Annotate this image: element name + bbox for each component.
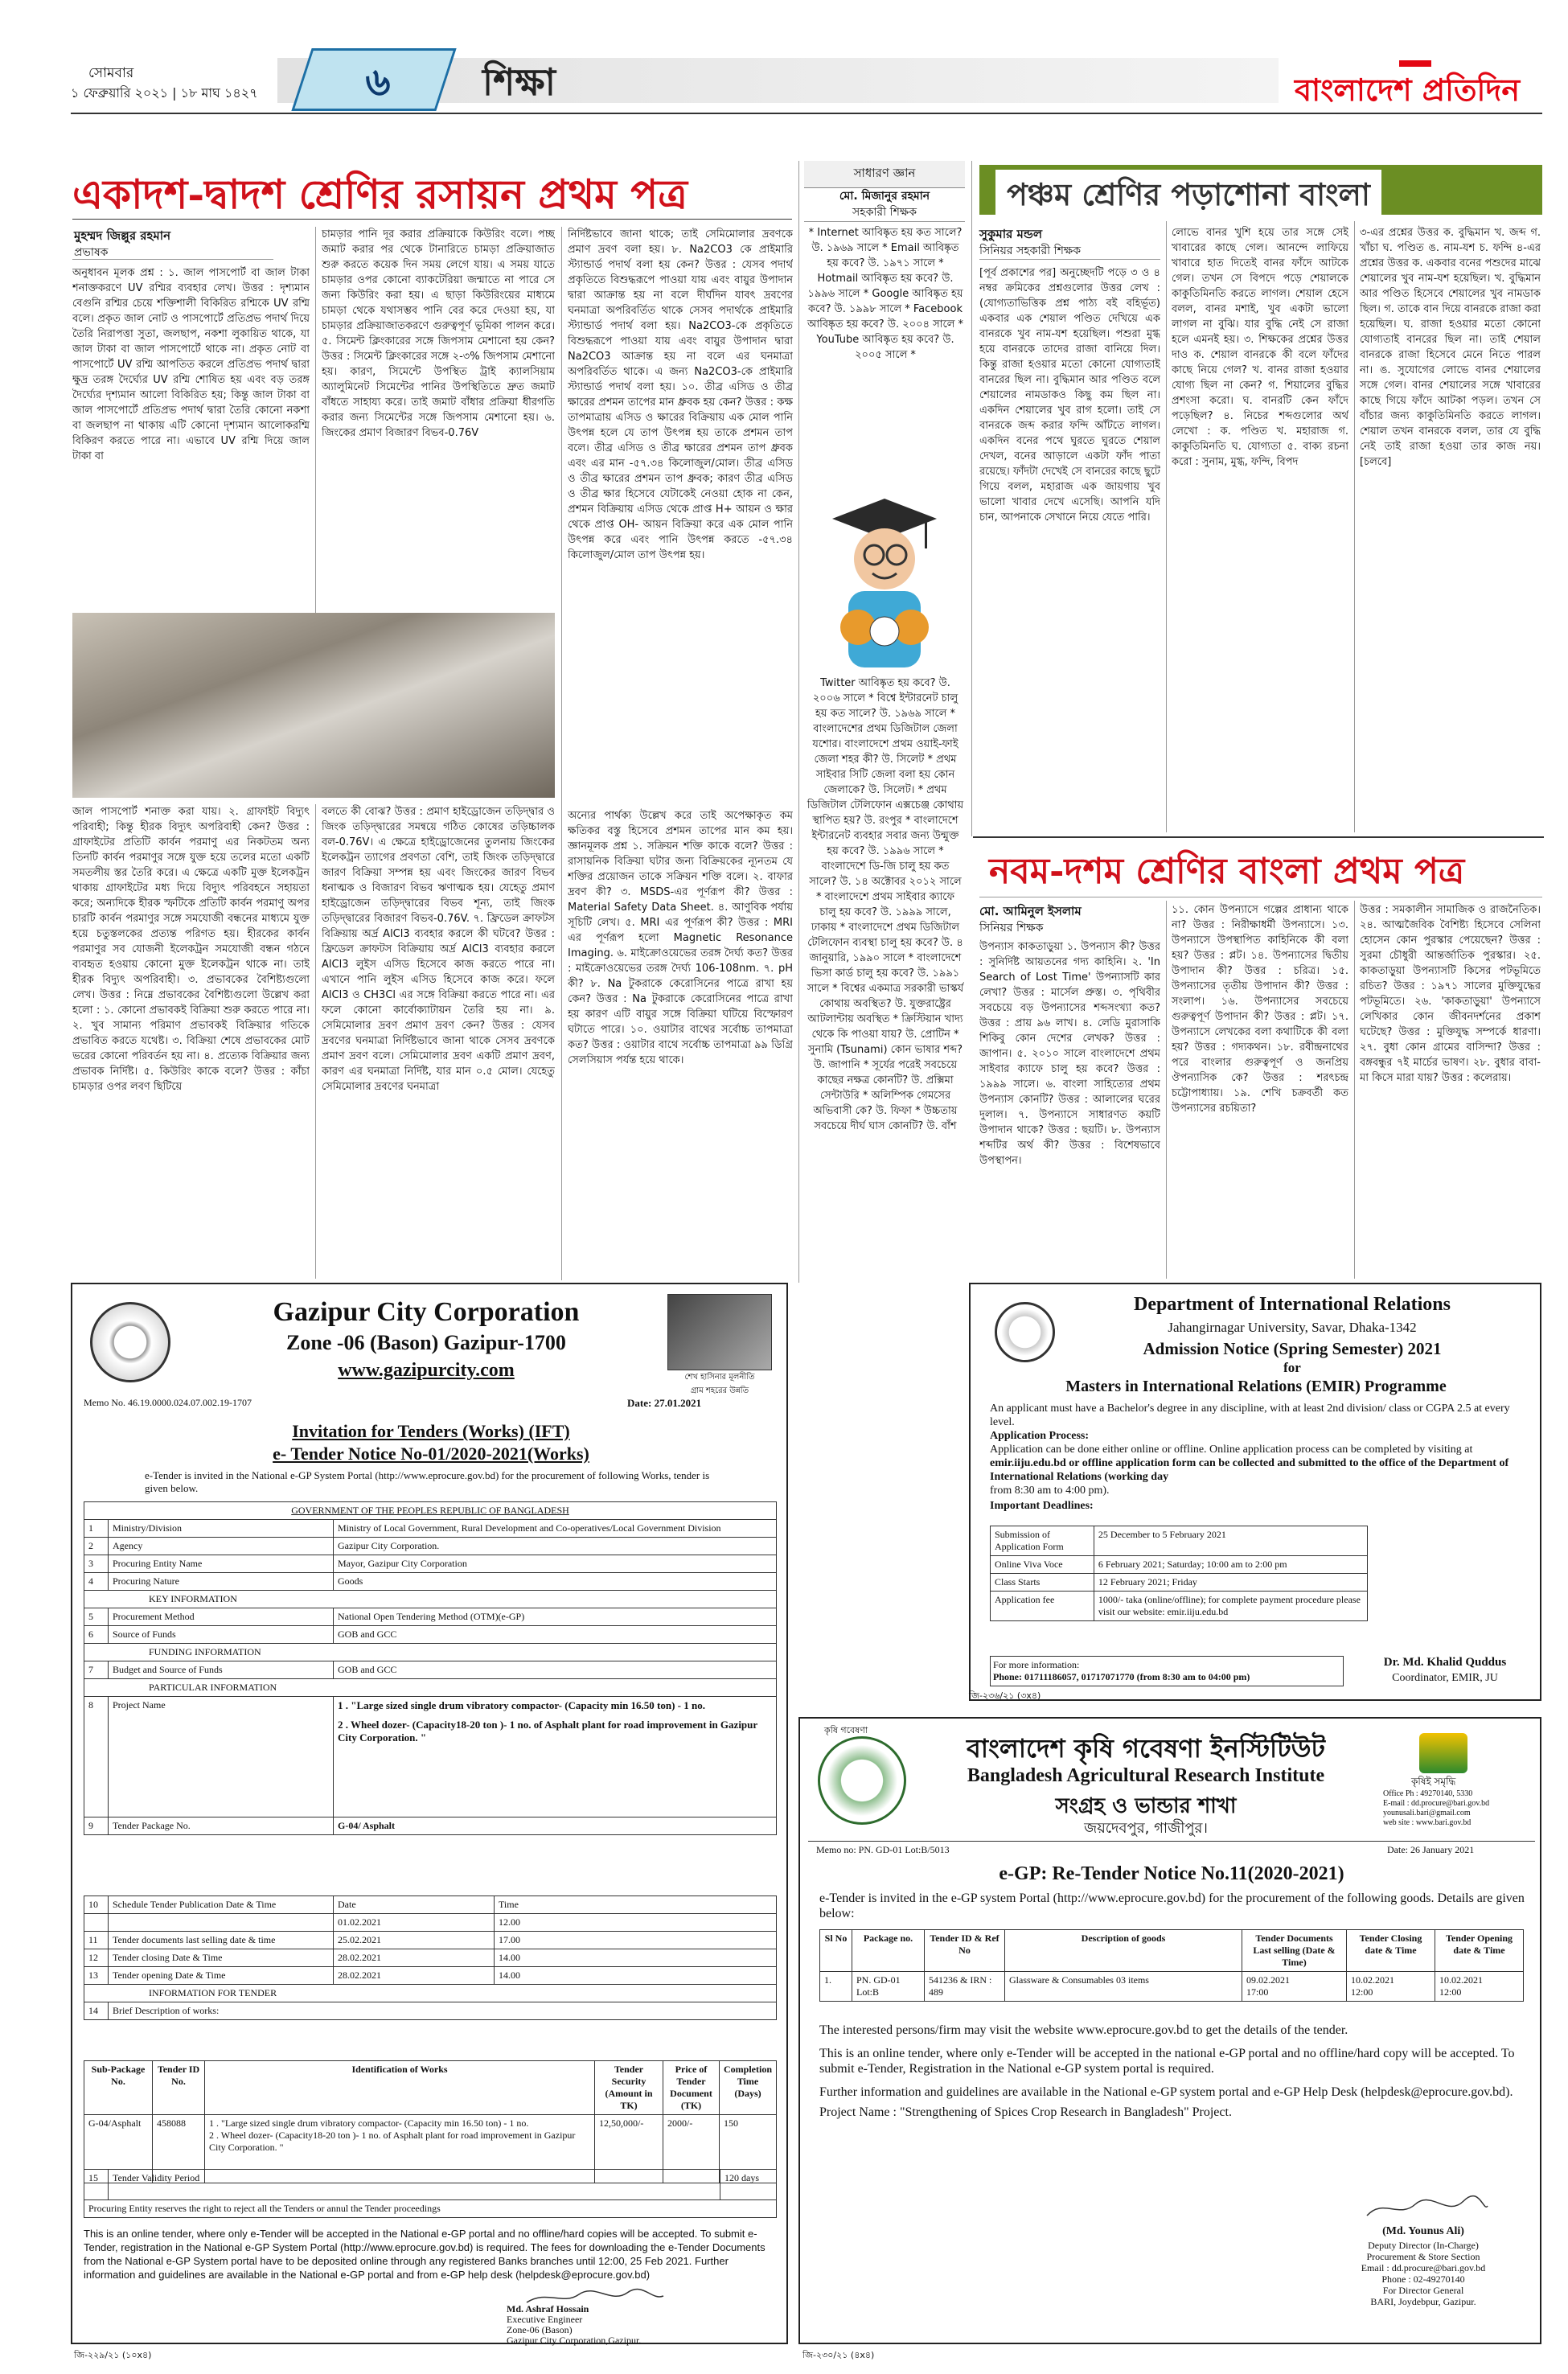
ad-bari [798, 1717, 1541, 2344]
gcc-zone: Zone -06 (Bason) Gazipur-1700 [286, 1331, 566, 1354]
graduate-illustration [816, 470, 953, 672]
bari-tender-table: Sl No Package no. Tender ID & Ref No Description of goods Tender Documents Last selling (Date & Time) Tender Closing date & Time Tender Opening date & Time 1. PN. GD-01 Lot:B 541236 & IRN : 489 Glassware & Consumables 03 items 09.02.2021 17:00 10.02.2021 12:00 10.02.2021 12:00 [819, 1929, 1524, 2002]
bari-right-logo [1419, 1733, 1467, 1773]
bari-top-label: কৃষি গবেষণা [824, 1725, 868, 1735]
bari-body: The interested persons/firm may visit the website www.eprocure.gov.bd to get the details of the tender. This is an online tender, where only e-Tender will be accepted in the national e-GP portal and no offline/hard copy will be accepted. To submit e-Tender, Registration in the National e-GP system portal is required. Further information and guidelines are available in the National e-GP system portal and e-GP Help Desk (helpdesk@eprocure.gov.bd). Project Name : "Strengthening of Spices Crop Research in Bangladesh" Project. [819, 2023, 1515, 2119]
gk-text-1: * Internet আবিষ্কৃত হয় কত সালে? উ. ১৯৬৯ সালে * Email আবিষ্কৃত হয় কবে? উ. ১৯৭১ সালে * Hotmail আবিষ্কৃত হয় কবে? উ. ১৯৯৬ সালে * Google আবিষ্কৃত হয় কবে? উ. ১৯৯৮ সালে * Facebook আবিষ্কৃত হয় কবে? উ. ২০০৪ সালে * YouTube আবিষ্কৃত হয় কবে? উ. ২০০৫ সালে * [807, 227, 964, 361]
bari-contact: Office Ph : 49270140, 5330 E-mail : dd.procure@bari.gov.bd younusali.bari@gmail.com web site : www.bari.gov.bd [1383, 1789, 1490, 1827]
bari-right-tag: কৃষিই সমৃদ্ধি [1411, 1776, 1456, 1787]
bari-sign-name: (Md. Younus Ali) [1382, 2225, 1464, 2237]
brand-name: বাংলাদেশ প্রতিদিন [1295, 72, 1521, 108]
masthead [0, 0, 1568, 161]
ad-gcc [71, 1283, 788, 2344]
bangla9-headline: নবম-দশম শ্রেণির বাংলা প্রথম পত্র [989, 851, 1465, 892]
bangla5-col-1: [পূর্ব প্রকাশের পর] অনুচ্ছেদটি পড়ে ৩ ও ৪ নম্বর ক্রমিকের প্রশ্নগুলোর উত্তর লেখ : (যোগ্যতাভিত্তিক প্রশ্ন পাঠ্য বই বহির্ভূত) একবার এক শেয়াল পণ্ডিত দেখিয়ে এক বানরকে খুব নাম-যশ হয়েছিল। পশুরা মুগ্ধ হয়ে বানরকে তাদের রাজা বানিয়ে দিল। কিন্তু রাজা হওয়ার মতো কোনো যোগ্যতাই বানরের ছিল না। বুদ্ধিমান আর পণ্ডিত বলে শেয়ালের নামডাকও কিছু কম ছিল না। একদিন শেয়ালের খুব রাগ হলো। তাই সে বানরকে জব্দ করার ফন্দি আঁটতে লাগল। একদিন বনের পথে ঘুরতে ঘুরতে শেয়াল দেখল, বনের আড়ালে একটা ফাঁদ পাতা রয়েছে। ফাঁদটা দেখেই সে বানরের কাছে ছুটে গিয়ে বলল, মহারাজ এক জায়গায় খুব ভালো খাবার দেখে এসেছি। আপনি যদি চান, আপনাকে সেখানে নিয়ে যেতে পারি। [979, 267, 1160, 524]
gcc-schedule-table: 10 Schedule Tender Publication Date & Time Date Time 01.02.2021 12.00 11 Tender documents last selling date & time 25.02.2021 17.00 12 Tender closing Date & Time 28.02.2021 14.00 13 Tender opening Date & Time 28.02.2021 14.00 INFORMATION FOR TENDER 14 Brief Description of works: [84, 1896, 777, 2020]
ju-for: for [1283, 1360, 1301, 1375]
ju-admission: Admission Notice (Spring Semester) 2021 [1143, 1339, 1442, 1358]
bangla9-author: মো. আমিনুল ইসলাম [979, 904, 1082, 918]
gcc-banner-text: শেখ হাসিনার মূলনীতি গ্রাম শহরের উন্নতি [684, 1373, 755, 1395]
gk-tag: সাধারণ জ্ঞান [804, 161, 965, 188]
gcc-ift: Invitation for Tenders (Works) (IFT) [292, 1421, 570, 1441]
bangla9-role: সিনিয়র শিক্ষক [979, 922, 1044, 934]
ju-code: জি-২৩৬/২১ (৩x৪) [969, 1690, 1041, 1701]
bangla5-header [979, 165, 1542, 215]
bari-bn-title: বাংলাদেশ কৃষি গবেষণা ইনস্টিটিউট [966, 1733, 1325, 1764]
chem-col-3b: অন্যের পার্থক্য উল্লেখ করে তাই অপেক্ষাকৃত কম ক্ষতিকর বস্তু হিসেবে প্রশমন তাপের মান কম হয়। জ্ঞানমূলক প্রশ্ন ১. সক্রিয়ন শক্তি কাকে বলে? উত্তর : রাসায়নিক বিক্রিয়া ঘটার জন্য বিক্রিয়কের ন্যূনতম যে শক্তির প্রয়োজন তাকে সক্রিয়ন শক্তি বলে। ২. বাফার দ্রবণ কী? ৩. MSDS-এর পূর্ণরূপ কী? উত্তর : Material Safety Data Sheet. ৪. আণুবিক পর্যায় সূচিটি লেখ। ৫. MRI এর পূর্ণরূপ কী? উত্তর : MRI এর পূর্ণরূপ হলো Magnetic Resonance Imaging. ৬. মাইক্রোওয়েভের তরঙ্গ দৈর্ঘ্য কত? উত্তর : মাইক্রোওয়েভের তরঙ্গ দৈর্ঘ্য 106-108nm. ৭. pH কী? ৮. Na টুকরাকে কেরোসিনের পাত্রে রাখা হয় কেন? উত্তর : Na টুকরাকে কেরোসিনের পাত্রে রাখা হয় কারণ এটি বায়ুর সঙ্গে বিক্রিয়া ঘটিয়ে বিস্ফোরণ ঘটাতে পারে। ১০. ওয়াটার বাথের সর্বোচ্চ তাপমাত্রা কত? উত্তর : ওয়াটার বাথে সর্বোচ্চ তাপমাত্রা ৯৯ ডিগ্রি সেলসিয়াস পর্যন্ত হয়ে থাকে। [568, 810, 793, 1066]
bangla9-col-1: উপন্যাস কাকতাড়ুয়া ১. উপন্যাস কী? উত্তর : সুনির্দিষ্ট আয়তনের গদ্য কাহিনি। ২. 'In Search of Lost Time' উপন্যাসটি কার লেখা? উত্তর : মার্সেল প্রুস্ত। ৩. পৃথিবীর সবচেয়ে বড় উপন্যাসের শব্দসংখ্যা কত? উত্তর : প্রায় ৯৬ লাখ। ৪. লেডি মুরাসাকি শিকিবু কোন দেশের লেখক? উত্তর : জাপান। ৫. ২০১০ সালে বাংলাদেশে প্রথম সাইবার ক্যাফে চালু হয় কবে? উত্তর : ১৯৯৯ সালে। ৬. বাংলা সাহিত্যের প্রথম উপন্যাস কোনটি? উত্তর : আলালের ঘরের দুলাল। ৭. উপন্যাসে সাধারণত কয়টি উপাদান থাকে? উত্তর : ছয়টি। ৮. উপন্যাস শব্দটির অর্থ কী? উত্তর : বিশেষভাবে উপস্থাপন। [979, 941, 1160, 1167]
classroom-photo [72, 613, 555, 798]
chem-role: প্রভাষক [74, 246, 109, 259]
ad-ju [969, 1283, 1541, 1701]
bari-logo [818, 1736, 906, 1825]
ju-title: Department of International Relations [1134, 1294, 1451, 1315]
section-title: শিক্ষা [482, 60, 556, 104]
gcc-memo: Memo No. 46.19.0000.024.07.002.19-1707 [84, 1397, 252, 1408]
gcc-title: Gazipur City Corporation [273, 1297, 580, 1327]
bari-notice: e-GP: Re-Tender Notice No.11(2020-2021) [999, 1863, 1344, 1884]
chem-headline: একাদশ-দ্বাদশ শ্রেণির রসায়ন প্রথম পত্র [72, 170, 688, 218]
bari-memo: Memo no: PN. GD-01 Lot:B/5013 [816, 1844, 950, 1855]
bangla5-col-3: ৩-এর প্রশ্নের উত্তর ক. বুদ্ধিমান খ. জব্দ গ. খাঁচা ঘ. পণ্ডিত ঙ. নাম-যশ চ. ফন্দি ৪-এর প্রশ্নের উত্তর ক. একবার বনের পশুদের মাঝে শেয়ালের খুব নাম-যশ হয়েছিল। খ. বুদ্ধিমান আর পণ্ডিত হিসেবে শেয়ালের খুব নামডাক ছিল। গ. তাকে বান দিয়ে বানরকে রাজা করা হয়েছিল। ঘ. রাজা হওয়ার মতো কোনো যোগ্যতাই বানরের ছিল না। তাই শেয়াল বানরকে রাজা হিসেবে মেনে নিতে পারল না। ঙ. সুযোগের লোভে বানর শেয়ালের সঙ্গে গেল। বানর শেয়ালের সঙ্গে খাবারের কাছে গিয়ে ফাঁদে আটকা পড়ল। তখন সে বাঁচার জন্য কাকুতিমিনতি করতে লাগল। শেয়াল তখন বানরকে বলল, তার যে বুদ্ধি নেই তাই রাজা হওয়া তার কাজ নয়। [চলবে] [1360, 227, 1541, 468]
bangla5-col-2: লোভে বানর খুশি হয়ে তার সঙ্গে সেই খাবারের কাছে গেল। আনন্দে লাফিয়ে খাবারে হাত দিতেই বানর ফাঁদে আটকে গেল। তখন সে বিপদে পড়ে শেয়ালকে কাকুতিমিনতি করতে লাগল। শেয়াল হেসে বলল, বানর মশাই, খুব একটা ভালো লাগল না বুঝি। যার বুদ্ধি নেই সে রাজা হলে এমনই হয়। ৩. শিক্ষকের প্রশ্নের উত্তর দাও ক. শেয়াল বানরকে কী বলে ফাঁদের কাছে নিয়ে গেল? খ. বানর রাজা হওয়ার যোগ্য ছিল না কেন? গ. শিয়ালের বুদ্ধির প্রশংসা করো। ঘ. বানরটি কেন ফাঁদে পড়েছিল? ৪. নিচের শব্দগুলোর অর্থ লেখো : ক. পণ্ডিত খ. মহারাজ গ. কাকুতিমিনতি ঘ. যোগ্যতা ৫. বাক্য রচনা করো : সুনাম, মুগ্ধ, ফন্দি, বিপদ [1172, 227, 1348, 468]
ju-university: Jahangirnagar University, Savar, Dhaka-1342 [1168, 1320, 1417, 1335]
ju-info-box: For more information: Phone: 01711186057, 01717071770 (from 8:30 am to 04:00 pm) [990, 1656, 1344, 1686]
bangla5-role: সিনিয়র সহকারী শিক্ষক [979, 244, 1082, 257]
bangla9-col-3: উত্তর : সমকালীন সামাজিক ও রাজনৈতিক। ২৪. আত্মজৈবিক বৈশিষ্ট্য হিসেবে সেলিনা হোসেন কোন পুরস্কার পেয়েছেন? উত্তর : সুরমা চৌধুরী আন্তর্জাতিক পুরস্কার। ২৫. কাকতাড়ুয়া উপন্যাসটি কিসের পটভূমিতে রচিত? উত্তর : ১৯৭১ সালের মুক্তিযুদ্ধের পটভূমিতে। ২৬. 'কাকতাড়ুয়া' উপন্যাসে লেখিকার কোন জীবনদর্শনের প্রকাশ ঘটেছে? উত্তর : মুক্তিযুদ্ধ সম্পর্কে ধারণা। ২৭. বুধা কোন গ্রামের বাসিন্দা? উত্তর : বঙ্গবন্ধুর ৭ই মার্চের ভাষণ। ২৮. বুধার বাবা-মা কিসে মারা যায়? উত্তর : কলেরায়। [1360, 904, 1541, 1084]
gcc-date: Date: 27.01.2021 [627, 1397, 702, 1409]
gk-author: মো. মিজানুর রহমান [839, 190, 930, 203]
masthead-date: ১ ফেব্রুয়ারি ২০২১ | ১৮ মাঘ ১৪২৭ [71, 85, 258, 101]
bari-bn-sub: সংগ্রহ ও ভান্ডার শাখা [1055, 1794, 1237, 1818]
page-number: ৬ [365, 60, 391, 105]
gcc-website: www.gazipurcity.com [338, 1360, 515, 1381]
gcc-validity-table: 15 Tender Validity Period 120 days Procuring Entity reserves the right to reject all the Tenders or annul the Tender proceedings [84, 2169, 777, 2218]
ju-logo [995, 1302, 1055, 1362]
gcc-sign-block: Md. Ashraf Hossain Executive Engineer Zone-06 (Bason) Gazipur City Corporation,Gazipur. [507, 2303, 642, 2346]
ju-signer-role: Coordinator, EMIR, JU [1392, 1672, 1498, 1684]
gcc-footer-note: This is an online tender, where only e-Tender will be accepted in the National e-GP portal and no offline/hard copies will be accepted. To submit e-Tender, registration in the National e-GP System Portal (http://www.eprocure.gov.bd) is required. The fees for downloading the e-Tender Documents from the National e-GP System portal have to be deposited online through any registered Banks branches until 12:00, 25 Feb 2021. Further information and guidelines are available in the National e-GP portal and from e-GP help desk (helpdesk@eprocure.gov.bd) [84, 2228, 766, 2281]
gcc-intro: e-Tender is invited in the National e-GP System Portal (http://www.eprocure.gov.bd) for the procurement of following Works, tender is given below. [145, 1469, 710, 1494]
bangla9-col-2: ১১. কোন উপন্যাসে গল্পের প্রাধান্য থাকে না? উত্তর : নিরীক্ষাধর্মী উপন্যাসে। ১৩. উপন্যাসে উপস্থাপিত কাহিনিকে কী বলা হয়? উত্তর : প্লট। ১৪. উপন্যাসের দ্বিতীয় উপাদান কী? উত্তর : চরিত্র। ১৫. উপন্যাসের তৃতীয় উপাদান কী? উত্তর : সংলাপ। ১৬. উপন্যাসের সবচেয়ে গুরুত্বপূর্ণ উপাদান কী? উত্তর : প্লট। ১৭. উপন্যাসে লেখকের বলা কথাটিকে কী বলা হয়? উত্তর : গদ্যকথন। ১৮. রবীন্দ্রনাথের পরে বাংলার গুরুত্বপূর্ণ ও জনপ্রিয় ঔপন্যাসিক কে? উত্তর : শরৎচন্দ্র চট্টোপাধ্যায়। ১৯. শেখি চক্রবর্তী কত উপন্যাসের রচয়িতা? [1172, 904, 1348, 1115]
bangla5-author: সুকুমার মন্ডল [979, 227, 1043, 241]
chem-author: মুহম্মদ জিল্লুর রহমান [74, 228, 171, 243]
bari-bn-loc: জয়দেবপুর, গাজীপুর। [1084, 1820, 1208, 1837]
chem-col-1: অনুধাবন মূলক প্রশ্ন : ১. জাল পাসপোর্ট বা জাল টাকা শনাক্তকরণে UV রশ্মির ব্যবহার লেখ। উত্তর : দৃশ্যমান বেগুনি রশ্মির চেয়ে শক্তিশালী বিকিরিত রশ্মিকে UV রশ্মি বলে। প্রকৃত জাল নোট ও পাসপোর্টে প্রতিপ্রভ পদার্থ দিয়ে তৈরি নিরাপত্তা সুতা, জলছাপ, নকশা লুকায়িত থাকে, যা জাল টাকা বা জাল পাসপোর্টে থাকে না। প্রকৃত নোট বা পাসপোর্টে UV রশ্মি আপতিত করলে প্রতিপ্রভ পদার্থ দ্বারা ক্ষুদ্র তরঙ্গ দৈর্ঘ্যের UV রশ্মি শোষিত হয় এবং বড় তরঙ্গ দৈর্ঘ্যের দৃশ্যমান আলো বিকিরিত হয়; কিন্তু জাল টাকা বা জাল পাসপোর্টে প্রতিপ্রভ পদার্থ দ্বারা তৈরি কোনো নকশা বা জলছাপ না থাকায় এটি কোনো দৃশ্যমান আলোকরশ্মি বিকিরণ করতে পারে না। এভাবে UV রশ্মি দিয়ে জাল টাকা বা [72, 267, 310, 462]
ju-programme: Masters in International Relations (EMIR) Programme [1065, 1378, 1447, 1395]
gk-text-2: Twitter আবিষ্কৃত হয় কবে? উ. ২০০৬ সালে * বিশ্বে ইন্টারনেট চালু হয় কত সালে? উ. ১৯৬৯ সালে * বাংলাদেশের প্রথম ডিজিটাল জেলা যশোর। বাংলাদেশে প্রথম ওয়াই-ফাই জেলা শহর কী? উ. সিলেট * প্রথম সাইবার সিটি জেলা বলা হয় কোন জেলাকে? উ. সিলেট। * প্রথম ডিজিটাল টেলিফোন এক্সচেঞ্জ কোথায় স্থাপিত হয়? উ. রংপুর * বাংলাদেশে ইন্টারনেট ব্যবহার সবার জন্য উন্মুক্ত হয় কবে? উ. ১৯৯৬ সালে * বাংলাদেশে ডি-জি চালু হয় কত সালে? উ. ১৪ অক্টোবর ২০১২ সালে * বাংলাদেশে প্রথম সাইবার ক্যাফে চালু হয় কবে? উ. ১৯৯৯ সালে, ঢাকায় * বাংলাদেশে প্রথম ডিজিটাল টেলিফোন ব্যবস্থা চালু হয় কবে? উ. ৪ জানুয়ারি, ১৯৯০ সালে * বাংলাদেশে ভিসা কার্ড চালু হয় কবে? উ. ১৯৯১ সালে * বিশ্বের একমাত্র সরকারী ভাস্কর্য কোথায় অবস্থিত? উ. যুক্তরাষ্ট্রের আটলান্টায় অবস্থিত * ক্রিস্টিয়ান খাদ্য থেকে কি পাওয়া যায়? উ. প্রোটিন * সুনামি (Tsunami) কোন ভাষার শব্দ? উ. জাপানি * সূর্যের পরেই সবচেয়ে কাছের নক্ষত্র কোনটি? উ. প্রক্সিমা সেন্টাউরি * অলিম্পিক গেমসের অভিবাসী কে? উ. ফিফা * উচ্চতায় সবচেয়ে দীর্ঘ ঘাস কোনটি? উ. বাঁশ [807, 677, 964, 1132]
bangla5-headline: পঞ্চম শ্রেণির পড়াশোনা বাংলা [995, 170, 1381, 224]
gcc-tender-table: GOVERNMENT OF THE PEOPLES REPUBLIC OF BANGLADESH 1 Ministry/Division Ministry of Local Government, Rural Development and Co-operatives/Local Government Division 2 Agency Gazipur City Corporation. 3 Procuring Entity Name Mayor, Gazipur City Corporation 4 Procuring Nature Goods KEY INFORMATION 5 Procurement Method National Open Tendering Method (OTM)(e-GP) 6 Source of Funds GOB and GCC FUNDING INFORMATION 7 Budget and Source of Funds GOB and GCC PARTICULAR INFORMATION 8 Project Name 1 . "Large sized single drum vibratory compactor- (Capacity min 16.50 ton) - 1 no. 2 . Wheel dozer- (Capacity18-20 ton )- 1 no. of Asphalt plant for road improvement in Gazipur City Corporation. " 9 Tender Package No. G-04/ Asphalt [84, 1501, 777, 1835]
brand-logo [1295, 60, 1536, 118]
gcc-code: জি-২২৯/২১ (১০x৪) [74, 2350, 152, 2360]
gcc-logo [90, 1302, 170, 1382]
gcc-brief-table: Sub-Package No. Tender ID No. Identification of Works Tender Security (Amount in TK) Price of Tender Document (TK) Completion Time (Days) G-04/Asphalt 458088 1 . "Large sized single drum vibratory compactor- (Capacity min 16.50 ton) - 1 no. 2 . Wheel dozer- (Capacity18-20 ton )- 1 no. of Asphalt plant for road improvement in Gazipur City Corporation. " 12,50,000/- 2000/- 150 [84, 2060, 777, 2183]
chem-col-2b: বলতে কী বোঝ? উত্তর : প্রমাণ হাইড্রোজেন তড়িদ্দ্বার ও জিংক তড়িদ্দ্বারের সমন্বয়ে গঠিত কোষের তড়িচ্চালক বল-0.76V। এ ক্ষেত্রে হাইড্রোজেনের তুলনায় জিংকের ইলেকট্রন ত্যাগের প্রবণতা বেশি, তাই জিংক তড়িদ্দ্বারে জারণ বিক্রিয়া সম্পন্ন হয় এবং জিংকের জারণ বিভব ধনাত্মক ও বিজারণ বিভব ঋণাত্মক হয়। যেহেতু প্রমাণ হাইড্রোজেন তড়িদ্দ্বারের বিভব শূন্য, তাই জিংক তড়িদ্দ্বারের বিজারণ বিভব-0.76V. ৭. ফ্রিডেল ক্রাফটস বিক্রিয়ায় অর্দ্র AlCl3 ব্যবহার করলে কী ঘটবে? উত্তর : ফ্রিডেল ক্রাফটস বিক্রিয়ায় অর্দ্র AlCl3 ব্যবহার করলে AlCl3 লুইস এসিড হিসেবে কাজ করতে পারে না। এখানে পানি লুইস এসিড হিসেবে কাজ করে। ফলে AlCl3 ও CH3Cl এর সঙ্গে বিক্রিয়া করতে পারে না। এর ফলে কোনো কার্বোক্যাটায়ন তৈরি হয় না। ৯. সেমিমোলার দ্রবণ প্রমাণ দ্রবণ কেন? উত্তর : যেসব দ্রবণের ঘনমাত্রা নির্দিষ্টভাবে জানা থাকে সেসব দ্রবণকে প্রমাণ দ্রবণ বলে। সেমিমোলার দ্রবণ একটি প্রমাণ দ্রবণ, কারণ এর ঘনমাত্রা নির্দিষ্ট, যার মান ০.৫ মোল। যেহেতু সেমিমোলার দ্রবণের ঘনমাত্রা [322, 806, 555, 1093]
gcc-notice: e- Tender Notice No-01/2020-2021(Works) [273, 1444, 589, 1464]
bari-date: Date: 26 January 2021 [1387, 1844, 1475, 1855]
ju-deadlines-table: Submission of Application Form 25 December to 5 February 2021 Online Viva Voce 6 February 2021; Saturday; 10:00 am to 2:00 pm Class Starts 12 February 2021; Friday Application fee 1000/- taka (online/offline); for complete payment procedure please visit our website: emir.iiju.edu.bd [990, 1526, 1368, 1621]
bari-sign-lines: Deputy Director (In-Charge) Procurement & Store Section Email : dd.procure@bari.gov.bd Phone : 02-49270140 For Director General BARI, Joydebpur, Gazipur. [1361, 2240, 1486, 2307]
bari-signature [1363, 2195, 1492, 2222]
bari-code: জি-২৩০/২১ (৪x৪) [802, 2350, 875, 2360]
bari-intro: e-Tender is invited in the e-GP system Portal (http://www.eprocure.gov.bd) for the procurement of the following goods. Details are given below: [819, 1891, 1525, 1920]
ju-body: An applicant must have a Bachelor's degree in any discipline, with at least 2nd division/ class or CGPA 2.5 at every level. Application Process: Application can be done either online or offline. Online application process can be completed by visiting at emir.iiju.edu.bd or offline application form can be collected and submitted to the office of the Department of International Relations (working day from 8:30 am to 4:00 pm). Important Deadlines: [990, 1403, 1510, 1512]
gk-role: সহকারী শিক্ষক [852, 206, 917, 219]
chem-col-2: চামড়ার পানি দূর করার প্রক্রিয়াকে কিউরিং বলে। পচ্ছ জমাট করার পর থেকে টানারিতে চামড়া প্রক্রিয়াজাত শুরু করতে কয়েক দিন সময় লেগে যায়। এ সময় যাতে চামড়ার ওপর কোনো ব্যাকটেরিয়া জন্মাতে না পারে সে জন্য কিউরিং করা হয়। এ ছাড়া কিউরিংয়ের মাধ্যমে চামড়া থেকে যথাসম্ভব পানি বের করে দেওয়া হয়, যা চামড়ার প্রক্রিয়াজাতকরণে গুরুত্বপূর্ণ ভূমিকা পালন করে। ৫. সিমেন্ট ক্লিংকারের সঙ্গে জিপসাম মেশানো হয় কেন? উত্তর : সিমেন্ট ক্লিংকারের সঙ্গে ২-৩% জিপসাম মেশানো হয়। কারণ, সিমেন্টে উপস্থিত ট্রাই ক্যালসিয়াম অ্যালুমিনেট সিমেন্টের পানির উপস্থিতিতে দ্রুত জমাট বাঁধতে সাহায্য করে। তাই জমাট বাঁধার প্রক্রিয়া ধীরগতি করার জন্য সিমেন্টের সঙ্গে জিপসাম মেশানো হয়। ৬. জিংকের প্রমাণ বিজারণ বিভব-0.76V [322, 228, 555, 439]
masthead-day: সোমবার [88, 65, 134, 81]
chem-col-3: নির্দিষ্টভাবে জানা থাকে; তাই সেমিমোলার দ্রবণকে প্রমাণ দ্রবণ বলা হয়। ৮. Na2CO3 কে প্রাইমারি স্ট্যান্ডার্ড পদার্থ বলা হয় কেন? উত্তর : যেসব পদার্থ প্রকৃতিতে বিশুদ্ধরূপে পাওয়া যায় এবং বায়ুর উপাদান দ্বারা আক্রান্ত হয় না বলে দীর্ঘদিন যাবৎ দ্রবণের ঘনমাত্রা অপরিবর্তিত থাকে সেসব পদার্থকে প্রাইমারি স্ট্যান্ডার্ড পদার্থ বলা হয়। Na2CO3-কে প্রকৃতিতে বিশুদ্ধরূপে পাওয়া যায় এবং বায়ুর উপাদান দ্বারা Na2CO3 আক্রান্ত হয় না বলে এর ঘনমাত্রা অপরিবর্তিত থাকে। এ জন্য Na2CO3-কে প্রাইমারি স্ট্যান্ডার্ড পদার্থ বলা হয়। ১০. তীব্র এসিড ও তীব্র ক্ষারের প্রশমন তাপের মান ধ্রুবক হয় কেন? উত্তর : কক্ষ তাপমাত্রায় এসিড ও ক্ষারের বিক্রিয়ায় এক মোল পানি উৎপন্ন হলে যে তাপ উৎপন্ন হয় তাকে প্রশমন তাপ বলে। তীব্র এসিড ও তীব্র ক্ষারের প্রশমন তাপ ধ্রুবক এবং এর মান -৫৭.৩৪ কিলোজুল/মোল। তীব্র এসিড ও তীব্র ক্ষারের প্রশমন তাপ ধ্রুবক; কারণ তীব্র এসিড ও তীব্র ক্ষার হিসেবে যেটাকেই নেওয়া হোক না কেন, প্রশমন বিক্রিয়ায় এসিড থেকে প্রাপ্ত H+ আয়ন ও ক্ষার থেকে প্রাপ্ত OH- আয়ন বিক্রিয়া করে এক মোল পানি উৎপন্ন করে এবং পানি উৎপন্ন করতে -৫৭.৩৪ কিলোজুল/মোল তাপ উৎপন্ন হয়। [568, 228, 793, 561]
ju-signer: Dr. Md. Khalid Quddus [1383, 1656, 1507, 1669]
gcc-banner-photo [667, 1294, 772, 1370]
chem-col-1b: জাল পাসপোর্ট শনাক্ত করা যায়। ২. গ্রাফাইট বিদ্যুৎ পরিবাহী; কিন্তু হীরক বিদ্যুৎ অপরিবাহী কেন? উত্তর : গ্রাফাইটের প্রতিটি কার্বন পরমাণু এর নিকটতম অন্য তিনটি কার্বন পরমাণুর সঙ্গে যুক্ত হয়ে তলের মতো একটি সমতলীয় স্তর তৈরি করে। এ ক্ষেত্রে একটি মুক্ত ইলেকট্রন থাকায় গ্রাফাইটের মধ্য দিয়ে বিদ্যুৎ পরিবহনে সহায়তা করে; অন্যদিকে হীরক স্ফটিকে প্রতিটি কার্বন পরমাণু অপর চারটি কার্বন পরমাণুর সঙ্গে সমযোজী বন্ধনের মাধ্যমে যুক্ত হয়ে চতুস্তলকের প্রত্যন্ত পরিগত হয়। হীরকের কার্বন পরমাণুর সব যোজনী ইলেকট্রন সমযোজী বন্ধন গঠনে ব্যবহৃত হওয়ায় কোনো মুক্ত ইলেকট্রন থাকে না। তাই হীরক বিদ্যুৎ অপরিবাহী। ৩. প্রভাবকের বৈশিষ্ট্যগুলো লেখ। উত্তর : নিম্নে প্রভাবকের বৈশিষ্ট্যগুলো উল্লেখ করা হলো : ১. কোনো প্রভাবকই বিক্রিয়া শুরু করতে পারে না। ২. খুব সামান্য পরিমাণ প্রভাবকই বিক্রিয়ার গতিকে প্রভাবিত করতে যথেষ্ট। ৩. বিক্রিয়া শেষে প্রভাবকের মোট ভরের কোনো পরিবর্তন হয় না। ৪. প্রত্যেক বিক্রিয়ার জন্য প্রভাবক নির্দিষ্ট। ৫. কিউরিং কাকে বলে? উত্তর : কাঁচা চামড়ার ওপর লবণ ছিটিয়ে [72, 806, 310, 1093]
bari-en-title: Bangladesh Agricultural Research Institute [967, 1765, 1325, 1786]
